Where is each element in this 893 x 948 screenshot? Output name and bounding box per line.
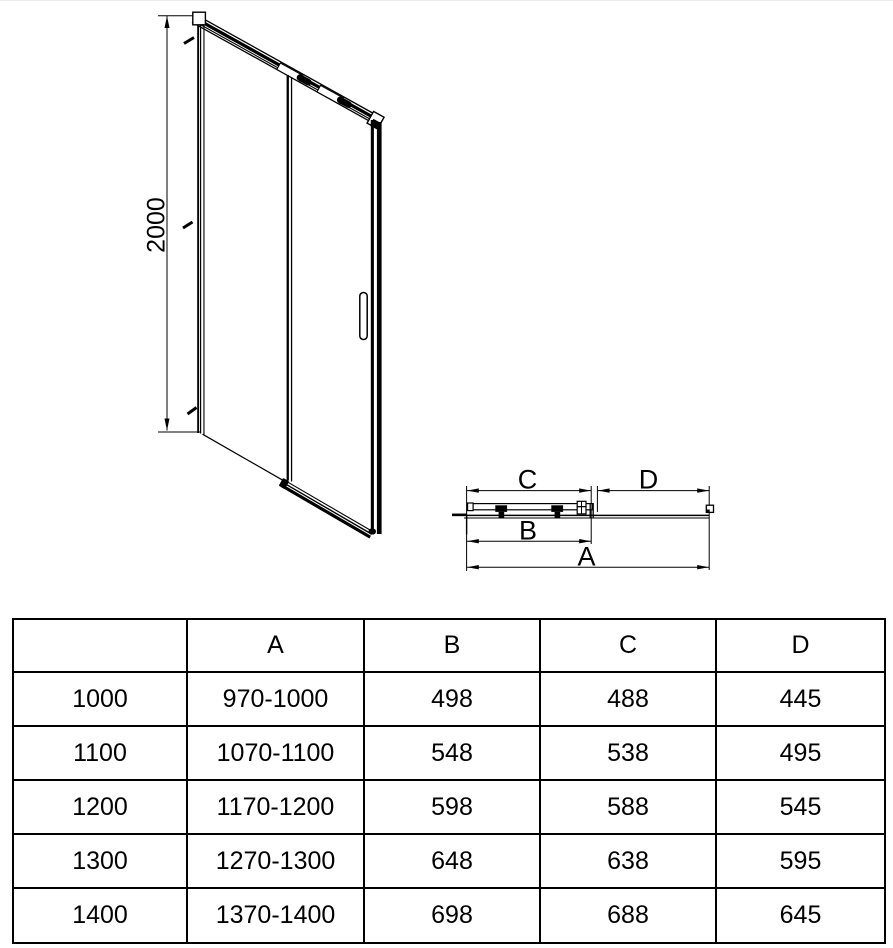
table-cell: 638: [540, 834, 716, 888]
table-cell: 548: [364, 726, 540, 780]
table-cell: 588: [540, 780, 716, 834]
table-row: [13, 888, 885, 943]
height-dim-label: 2000: [142, 197, 171, 253]
table-row: [13, 672, 885, 726]
table-header-cell: [13, 619, 187, 672]
fixed-panel-bottom-edge: [203, 434, 286, 482]
dim-a-label: A: [577, 541, 596, 572]
table-cell: 488: [540, 672, 716, 726]
panel-end-cap-mark: [706, 510, 709, 513]
bottom-guide-rail: [279, 478, 374, 539]
roller-icon: [495, 505, 507, 512]
door-front-view: [143, 12, 385, 538]
panel-overlap-edge: [287, 75, 293, 482]
table-header-row: [13, 619, 885, 672]
table-row: [13, 726, 885, 780]
rail-end-cap: [468, 503, 474, 511]
table-cell: 1370-1400: [187, 888, 364, 943]
shower-door-technical-drawing: [0, 1, 893, 601]
table-row: [13, 780, 885, 834]
table-cell: 1100: [13, 726, 187, 780]
wall-bracket-icon: [188, 408, 197, 415]
dimension-c: [467, 465, 591, 495]
roller-icon: [551, 505, 563, 512]
table-cell: 1270-1300: [187, 834, 364, 888]
dim-d-label: D: [638, 464, 659, 495]
table-cell: 645: [716, 888, 885, 943]
table-header-cell: D: [716, 619, 885, 672]
left-wall-profile: [183, 12, 205, 435]
table-cell: 545: [716, 780, 885, 834]
table-cell: 1400: [13, 888, 187, 943]
table-header-cell: B: [364, 619, 540, 672]
table-cell: 598: [364, 780, 540, 834]
right-frame-post: [369, 120, 382, 535]
table-cell: 1000: [13, 672, 187, 726]
table-cell: 1300: [13, 834, 187, 888]
dimension-a: [467, 542, 709, 572]
size-table: [12, 618, 886, 944]
dim-c-label: C: [517, 464, 538, 495]
arrow-down-icon: [165, 419, 170, 431]
table-cell: 1170-1200: [187, 780, 364, 834]
table-header-cell: C: [540, 619, 716, 672]
table-cell: 495: [716, 726, 885, 780]
wall-bracket-icon: [184, 38, 194, 44]
wall-bracket-icon: [183, 222, 193, 228]
table-row: [13, 834, 885, 888]
dimension-d: [598, 465, 709, 495]
door-plan-view: [452, 465, 714, 572]
table-cell: 595: [716, 834, 885, 888]
table-cell: 538: [540, 726, 716, 780]
table-cell: 688: [540, 888, 716, 943]
dimension-b: [467, 516, 591, 546]
table-cell: 445: [716, 672, 885, 726]
table-cell: 970-1000: [187, 672, 364, 726]
dim-b-label: B: [518, 515, 538, 546]
table-cell: 1070-1100: [187, 726, 364, 780]
door-handle-icon: [360, 293, 367, 340]
table-cell: 648: [364, 834, 540, 888]
table-cell: 1200: [13, 780, 187, 834]
arrow-up-icon: [165, 16, 170, 28]
table-cell: 498: [364, 672, 540, 726]
table-cell: 698: [364, 888, 540, 943]
table-header-cell: A: [187, 619, 364, 672]
top-left-corner-cap: [193, 12, 206, 25]
